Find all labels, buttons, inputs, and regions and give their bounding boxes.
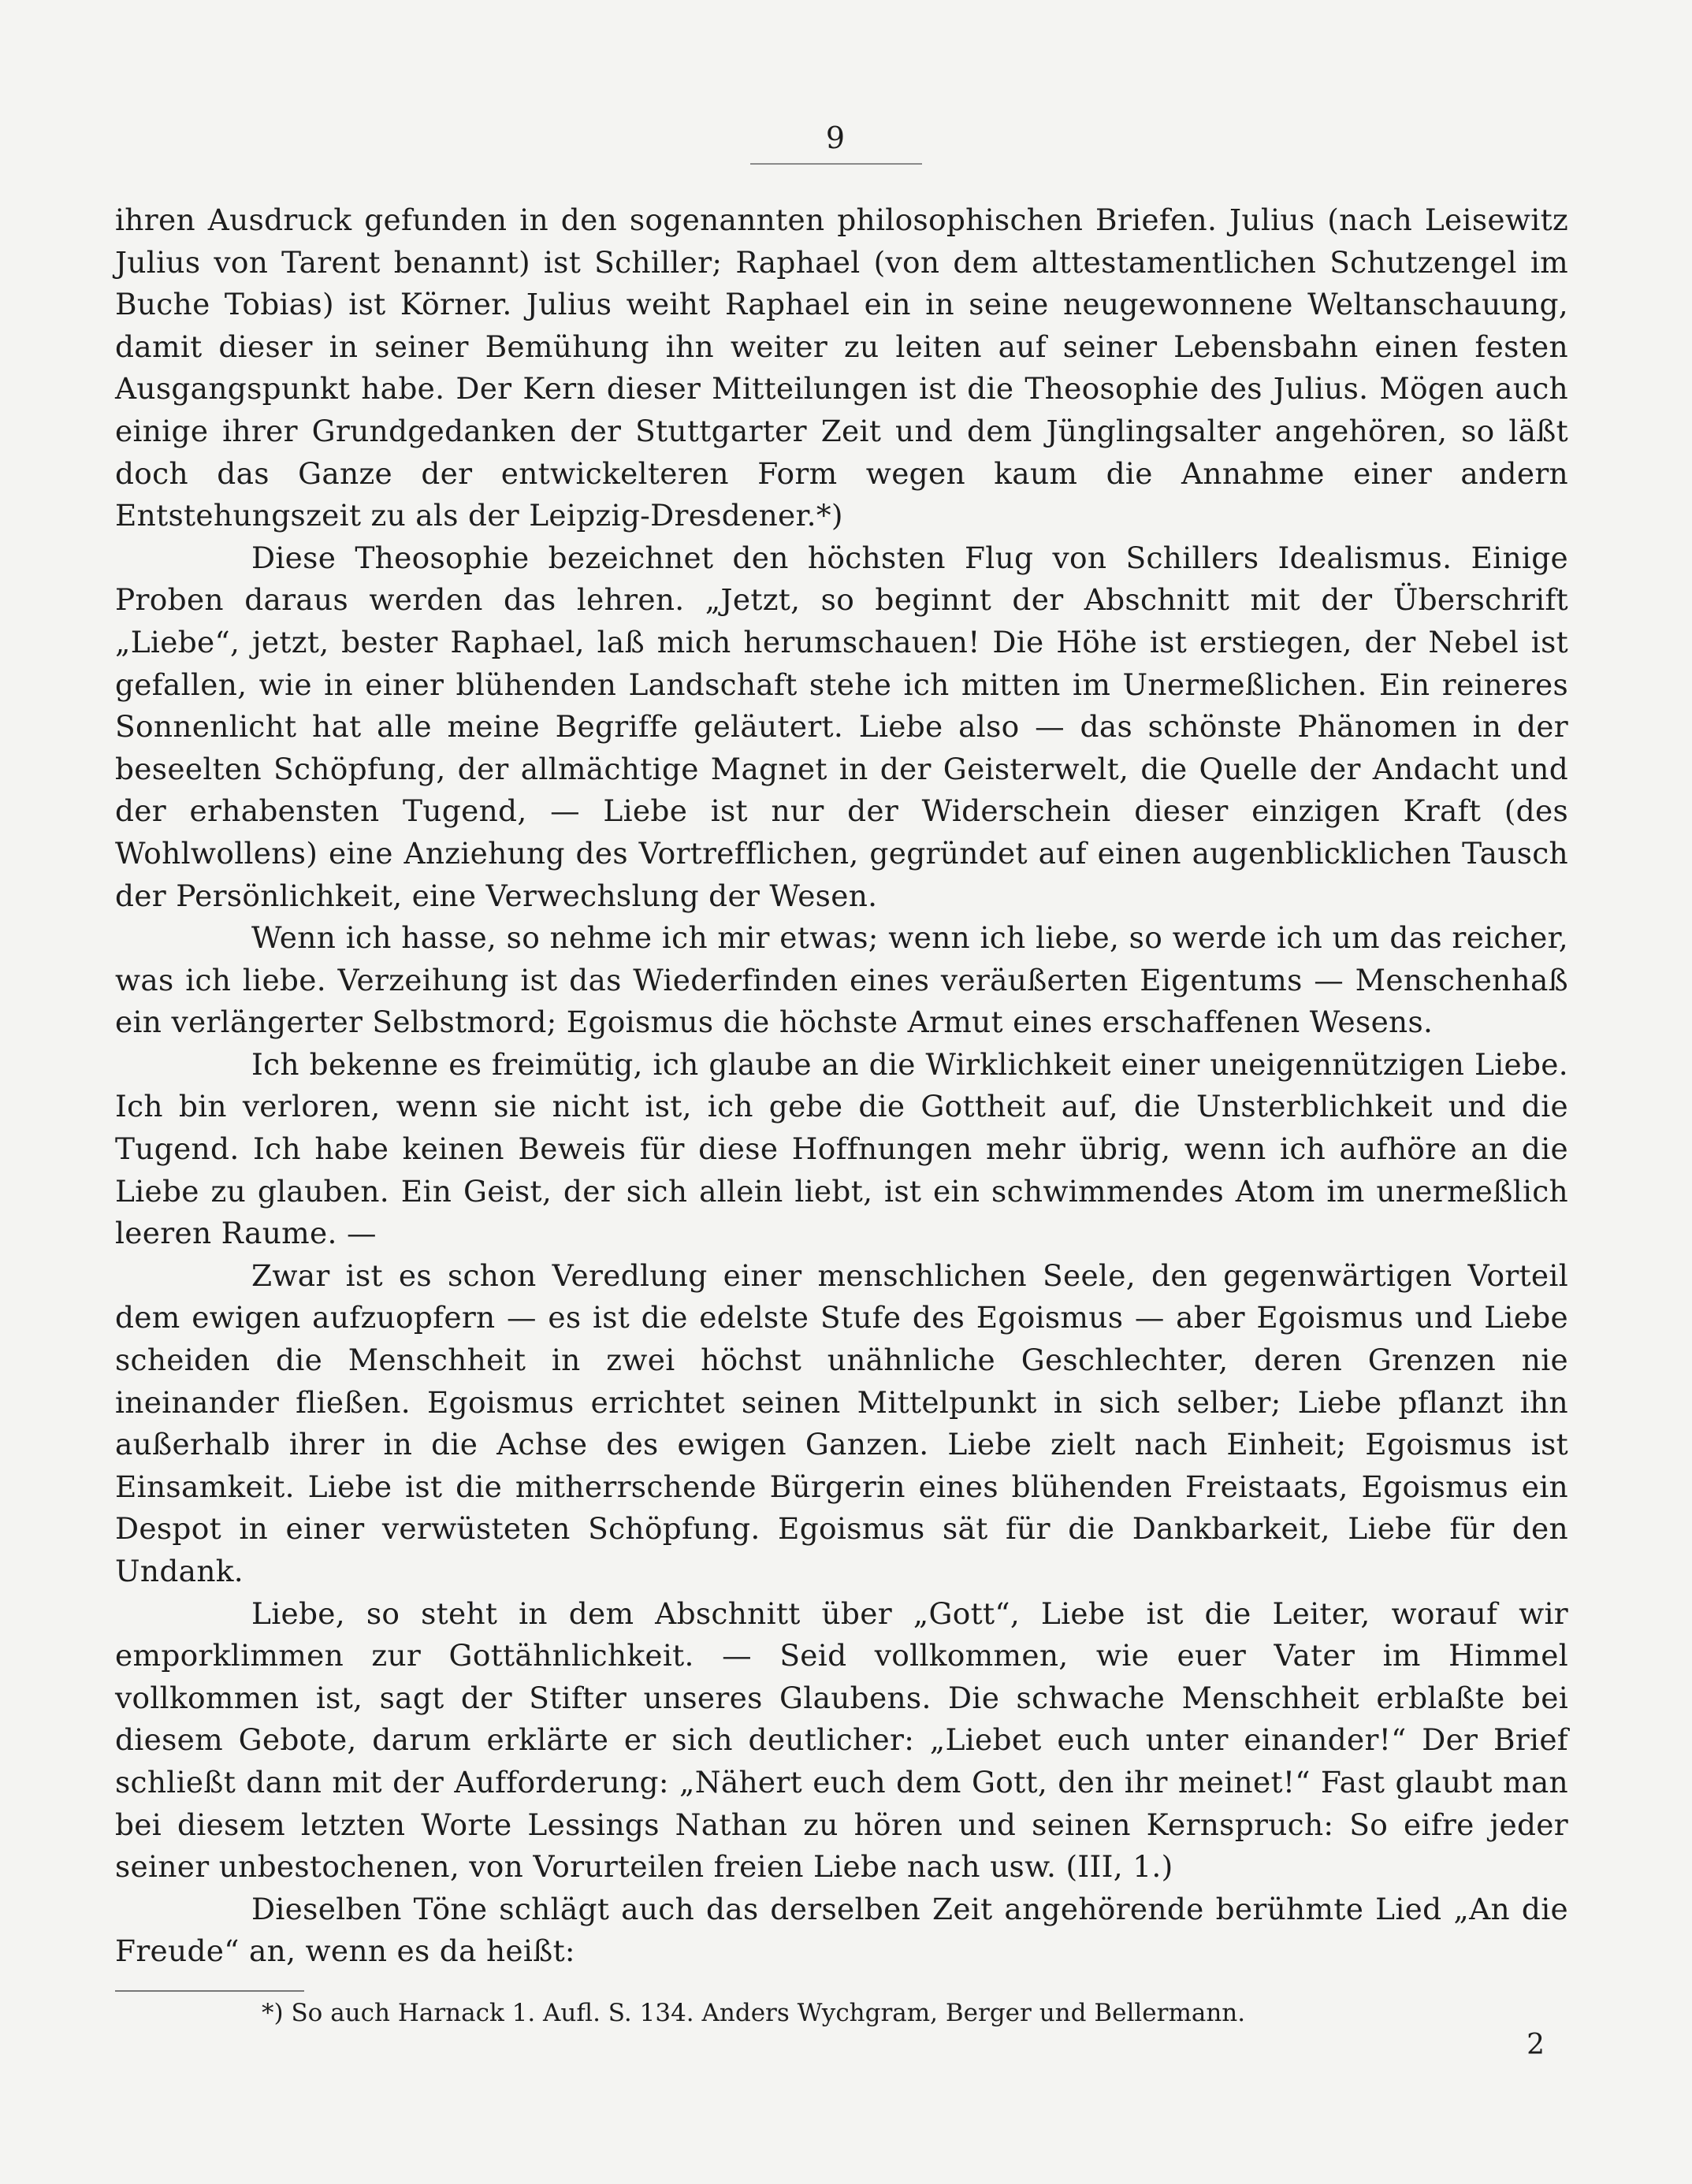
paragraph-6: Liebe, so steht in dem Abschnitt über „Gott“, Liebe ist die Leiter, worauf wir emporklimmen zur Gottähnlichkeit. — Seid vollkommen, wie euer Vater im Himmel vollkommen ist, sagt der Stifter unseres Glaubens. Die schwache Menschheit erblaßte bei diesem Gebote, darum erklärte er sich deutlicher: „Liebet euch unter einander!“ Der Brief schließt dann mit der Aufforderung: „Nähert euch dem Gott, den ihr meinet!“ Fast glaubt man bei diesem letzten Worte Lessings Nathan zu hören und seinen Kernspruch: So eifre jeder seiner unbestochenen, von Vorurteilen freien Liebe nach usw. (III, 1.) (115, 1595, 1568, 1885)
body-text (115, 199, 1568, 1973)
signature-mark: 2 (1527, 2029, 1545, 2061)
header-rule (750, 163, 922, 165)
paragraph-5: Zwar ist es schon Veredlung einer menschlichen Seele, den gegenwärtigen Vorteil dem ewigen aufzuopfern — es ist die edelste Stufe des Egoismus — aber Egoismus und Liebe scheiden die Menschheit in zwei höchst unähnliche Geschlechter, deren Grenzen nie ineinander fließen. Egoismus errichtet seinen Mittelpunkt in sich selber; Liebe pflanzt ihn außerhalb ihrer in die Achse des ewigen Ganzen. Liebe zielt nach Einheit; Egoismus ist Einsamkeit. Liebe ist die mitherrschende Bürgerin eines blühenden Freistaats, Egoismus ein Despot in einer verwüsteten Schöpfung. Egoismus sät für die Dankbarkeit, Liebe für den Undank. (115, 1257, 1568, 1588)
paragraph-7: Dieselben Töne schlägt auch das derselben Zeit angehörende berühmte Lied „An die Freude“ an, wenn es da heißt: (115, 1891, 1568, 1969)
paragraph-2: Diese Theosophie bezeichnet den höchsten Flug von Schillers Idealismus. Einige Proben daraus werden das lehren. „Jetzt, so beginnt der Abschnitt mit der Überschrift „Liebe“, jetzt, bester Raphael, laß mich herumschauen! Die Höhe ist erstiegen, der Nebel ist gefallen, wie in einer blühenden Landschaft stehe ich mitten im Unermeßlichen. Ein reineres Sonnenlicht hat alle meine Begriffe geläutert. Liebe also — das schönste Phänomen in der beseelten Schöpfung, der allmächtige Magnet in der Geisterwelt, die Quelle der Andacht und der erhabensten Tugend, — Liebe ist nur der Widerschein dieser einzigen Kraft (des Wohlwollens) eine Anziehung des Vortrefflichen, gegründet auf einen augenblicklichen Tausch der Persönlichkeit, eine Verwechslung der Wesen. (115, 540, 1568, 913)
footnote: *) So auch Harnack 1. Aufl. S. 134. Anders Wychgram, Berger und Bellermann. (262, 1999, 1246, 2027)
page-number: 9 (825, 121, 846, 155)
paragraph-4: Ich bekenne es freimütig, ich glaube an die Wirklichkeit einer uneigennützigen Liebe. Ich bin verloren, wenn sie nicht ist, ich gebe die Gottheit auf, die Unsterblichkeit und die Tugend. Ich habe keinen Beweis für diese Hoffnungen mehr übrig, wenn ich aufhöre an die Liebe zu glauben. Ein Geist, der sich allein liebt, ist ein schwimmendes Atom im unermeßlich leeren Raume. — (115, 1046, 1568, 1251)
paragraph-3: Wenn ich hasse, so nehme ich mir etwas; wenn ich liebe, so werde ich um das reicher, was ich liebe. Verzeihung ist das Wiederfinden eines veräußerten Eigentums — Menschenhaß ein verlängerter Selbstmord; Egoismus die höchste Armut eines erschaffenen Wesens. (115, 920, 1568, 1040)
footnote-rule (115, 1990, 304, 1992)
paragraph-1: ihren Ausdruck gefunden in den sogenannten philosophischen Briefen. Julius (nach Leisewitz Julius von Tarent benannt) ist Schiller; Raphael (von dem alttestamentlichen Schutzengel im Buche Tobias) ist Körner. Julius weiht Raphael ein in seine neugewonnene Weltanschauung, damit dieser in seiner Bemühung ihn weiter zu leiten auf seiner Lebensbahn einen festen Ausgangspunkt habe. Der Kern dieser Mitteilungen ist die Theosophie des Julius. Mögen auch einige ihrer Grundgedanken der Stuttgarter Zeit und dem Jünglingsalter angehören, so läßt doch das Ganze der entwickelteren Form wegen kaum die Annahme einer andern Entstehungszeit zu als der Leipzig-Dresdener.*) (115, 202, 1568, 533)
